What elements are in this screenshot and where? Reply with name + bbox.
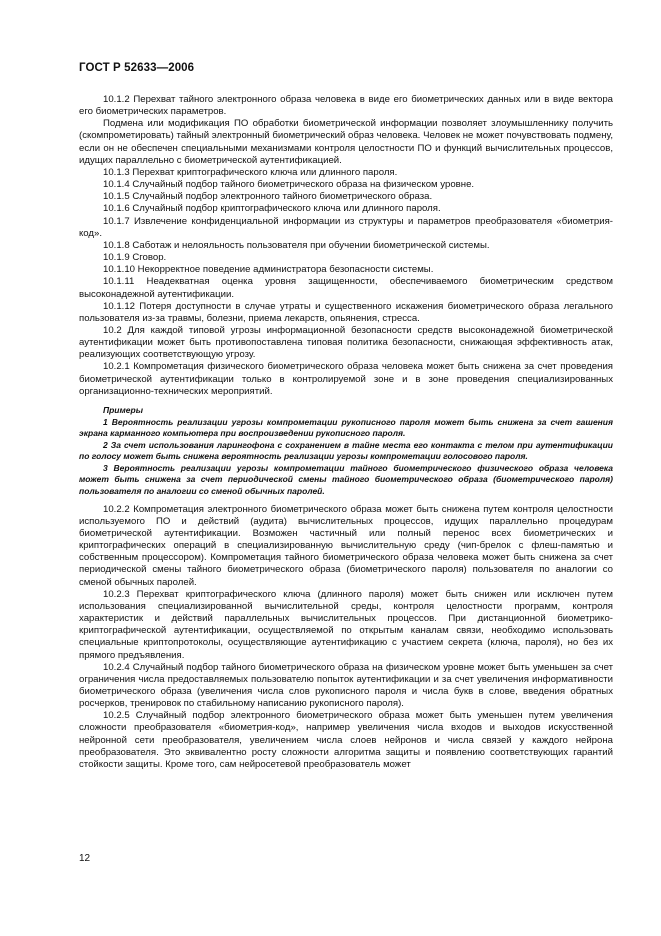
page-number: 12	[79, 853, 91, 864]
paragraph-10-1-8: 10.1.8 Саботаж и нелояльность пользователя при обучении биометрической системы.	[103, 239, 490, 251]
document-header: ГОСТ Р 52633—2006	[79, 62, 195, 74]
paragraph-10-1-5: 10.1.5 Случайный подбор электронного тайного биометрического образа.	[103, 191, 433, 203]
examples-heading: Примеры	[103, 404, 143, 415]
paragraph-10-1-7: 10.1.7 Извлечение конфиденциальной информации из структуры и параметров преобразователя «биометрия-код».	[79, 215, 613, 239]
paragraph-10-1-11: 10.1.11 Неадекватная оценка уровня защищенности, обеспечиваемого биометрическим средством высоконадежной аутентификации.	[79, 276, 613, 300]
paragraph-10-1-3: 10.1.3 Перехват криптографического ключа или длинного пароля.	[103, 166, 398, 178]
paragraph-10-1-12: 10.1.12 Потеря доступности в случае утраты и существенного искажения биометрического образа легального пользователя из-за травмы, болезни, приема лекарств, опьянения, стресса.	[79, 300, 613, 324]
paragraph-10-2-2: 10.2.2 Компрометация электронного биометрического образа может быть снижена путем контроля целостности используемого ПО и действий (аудита) вычислительных процессов, идущих параллельно процедурам биометрической аутентификации. Возможен частичный или полный перенос всех биометрических и криптографических операций в специализированную вычислительную среду (чип-брелок с флеш-памятью и собственным процессором). Компрометация тайного биометрического образа человека может быть снижена за счет периодической смены тайного биометрического образа (биометрического пароля) пользователя по аналогии со сменой обычных паролей.	[79, 503, 613, 588]
document-body	[79, 94, 613, 771]
paragraph-10-1-9: 10.1.9 Сговор.	[103, 252, 167, 264]
paragraph-10-1-2: 10.1.2 Перехват тайного электронного образа человека в виде его биометрических данных или в виде вектора его биометрических параметров.	[79, 94, 613, 118]
paragraph-10-2-4: 10.2.4 Случайный подбор тайного биометрического образа на физическом уровне может быть уменьшен за счет ограничения числа предоставляемых пользователю попыток аутентификации и за счет увеличения информативности биометрического образа (увеличения числа слов рукописного пароля и числа букв в слове, введения обратных росчерков, тренировок по стабильному написанию рукописного пароля).	[79, 661, 613, 710]
example-item-3: 3 Вероятность реализации угрозы компрометации тайного биометрического физического образа человека может быть снижена за счет периодической смены тайного биометрического образа (биометрического пароля) пользователя по аналогии со сменой обычных паролей.	[79, 462, 613, 497]
paragraph-10-1-10: 10.1.10 Некорректное поведение администратора безопасности системы.	[103, 264, 434, 276]
example-item-2: 2 За счет использования ларингофона с сохранением в тайне места его контакта с телом при аутентификации по голосу может быть снижена вероятность реализации угрозы компрометации голосового пароля.	[79, 439, 613, 462]
paragraph-10-1-6: 10.1.6 Случайный подбор криптографического ключа или длинного пароля.	[103, 203, 441, 215]
paragraph-10-2-1: 10.2.1 Компрометация физического биометрического образа человека может быть снижена за счет проведения биометрической аутентификации только в контролируемой зоне и в зоне проведения специализированных организационно-технических мероприятий.	[79, 361, 613, 397]
paragraph-10-1-4: 10.1.4 Случайный подбор тайного биометрического образа на физическом уровне.	[103, 179, 475, 191]
paragraph-10-2-3: 10.2.3 Перехват криптографического ключа (длинного пароля) может быть снижен или исключен путем использования специализированной вычислительной среды, контроля целостности программ, контроля характеристик и действий параллельных вычислительных процессов. При дистанционной биометрико-криптографической аутентификации, осуществляемой по открытым каналам связи, необходимо использовать специальные криптопротоколы, осуществляющие аутентификацию с участием секрета (ключа, пароля), но без их прямого предъявления.	[79, 588, 613, 661]
paragraph-10-2: 10.2 Для каждой типовой угрозы информационной безопасности средств высоконадежной биометрической аутентификации может быть противопоставлена типовая политика безопасности, снижающая эффективность атак, реализующих соответствующую угрозу.	[79, 324, 613, 361]
paragraph-substitution: Подмена или модификация ПО обработки биометрической информации позволяет злоумышленнику получить (скомпрометировать) тайный электронный биометрический образ человека. Человек не может почувствовать подмену, если он не обеспечен специальными механизмами контроля целостности ПО и функций вычислительных процессов, идущих параллельно с биометрической аутентификацией.	[79, 118, 613, 166]
paragraph-10-2-5: 10.2.5 Случайный подбор электронного биометрического образа может быть уменьшен путем увеличения сложности преобразователя «биометрия-код», например увеличения числа входов и выходов искусственной нейронной сети преобразователя, увеличением числа слоев нейронов и числа связей у каждого нейрона преобразователя. Это эквивалентно росту сложности алгоритма защиты и появлению соответствующих гарантий стойкости защиты. Кроме того, сам нейросетевой преобразователь может	[79, 710, 613, 770]
example-item-1: 1 Вероятность реализации угрозы компрометации рукописного пароля может быть снижена за счет гашения экрана карманного компьютера при воспроизведении рукописного пароля.	[79, 416, 613, 439]
